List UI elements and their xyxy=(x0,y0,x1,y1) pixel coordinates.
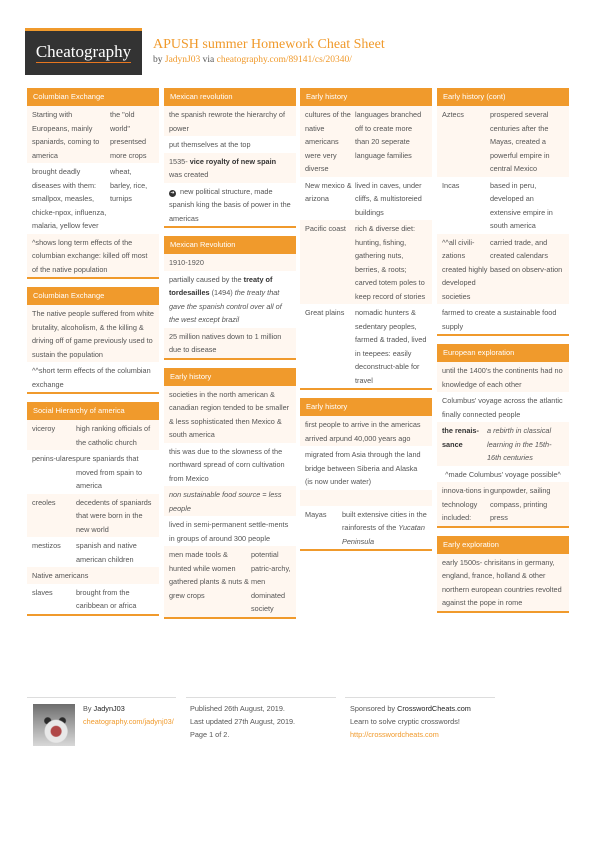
row-value: the "old world" presentsed more crops xyxy=(110,110,147,160)
table-row xyxy=(27,420,159,450)
via-label: via xyxy=(202,55,215,65)
row-key: penins-ulares xyxy=(32,454,76,463)
row-bold-text: vice royalty of new spain xyxy=(189,156,277,166)
section-mexican-revolution-1 xyxy=(164,88,296,228)
section-early-history-3 xyxy=(300,398,432,551)
section-columbian-exchange-2 xyxy=(27,287,159,394)
section-early-exploration xyxy=(437,536,569,613)
author-name[interactable]: JadynJ03 xyxy=(93,704,125,713)
section-title: Mexican revolution xyxy=(164,88,296,106)
section-title: Early history (cont) xyxy=(437,88,569,106)
table-row: societies in the north american & canadian region tended to be smaller & less sophisticated then Mexico & south america xyxy=(164,386,296,443)
author-link[interactable]: JadynJ03 xyxy=(164,55,201,65)
row-key: Incas xyxy=(442,180,460,190)
row-value: languages branched off to create more than 20 seperate language families xyxy=(355,110,422,160)
table-row xyxy=(437,234,569,305)
table-row xyxy=(300,106,432,177)
table-row: The native people suffered from white brutality, alcoholism, & the killing & driving off of game previously used to sustain the population xyxy=(27,305,159,362)
row-key: viceroy xyxy=(32,424,56,433)
row-value: based in peru, developed an extensive empire in south america xyxy=(490,180,553,230)
section-title: Mexican Revolution xyxy=(164,236,296,254)
row-text: new political structure, made spanish king the basis of power in the americas xyxy=(169,186,291,223)
row-key: innova-tions in technology included: xyxy=(442,486,490,522)
row-key: New mexico & arizona xyxy=(305,180,352,203)
table-row: first people to arrive in the americas arrived arpund 40,000 years ago xyxy=(300,416,432,446)
table-row xyxy=(300,220,432,304)
row-italic-text: the treaty that gave the spanish control over all of the west except brazil xyxy=(169,288,282,324)
table-row xyxy=(164,546,296,617)
table-row xyxy=(437,422,569,466)
row-value: rich & diverse diet: hunting, fishing, gathering nuts, berries, & roots; carved totem poles to keep record of stories xyxy=(355,224,426,301)
table-row xyxy=(27,106,159,163)
row-value: a rebirth in classical learning in the 15th-16th centuries xyxy=(487,426,552,462)
table-row xyxy=(27,494,159,538)
published-date: Published 26th August, 2019. xyxy=(190,704,285,713)
row-key: the renais-sance xyxy=(442,426,479,449)
row-key: slaves xyxy=(32,587,53,597)
sheet-url-link[interactable]: cheatography.com/89141/cs/20340/ xyxy=(216,55,352,65)
row-text: (1494) xyxy=(209,288,235,297)
table-row xyxy=(437,106,569,177)
row-text: built extensive cities in the rainforests of the xyxy=(342,509,427,532)
table-row: early 1500s- chrisitans in germany, england, france, holland & other northern european countries revolted against the pope in rome xyxy=(437,554,569,611)
table-row xyxy=(164,271,296,328)
row-value: prospered several centuries after the Mayas, created a powerful empire in central Mexico xyxy=(490,110,550,173)
row-key: creoles xyxy=(32,497,56,507)
section-title: Early history xyxy=(164,368,296,386)
section-title: Early history xyxy=(300,398,432,416)
table-row xyxy=(164,183,296,227)
row-bold-text: treaty of tordesailles xyxy=(169,274,273,297)
row-value: wheat, barley, rice, turnips xyxy=(110,167,148,203)
footer-divider xyxy=(345,697,495,698)
sponsor-tagline: Learn to solve cryptic crosswords! xyxy=(350,717,460,726)
table-row: this was due to the slowness of the northward spread of corn cultivation from Mexico xyxy=(169,446,285,483)
row-value: spanish and native american children xyxy=(76,541,137,564)
table-row xyxy=(300,506,432,550)
row-value: gunpowder, sailing compass, printing press xyxy=(490,486,551,522)
section-title: European exploration xyxy=(437,344,569,362)
section-title: Columbian Exchange xyxy=(27,287,159,305)
section-title: Social Hierarchy of america xyxy=(27,402,159,420)
row-key: men made tools & hunted while women gathered plants & nuts & grew crops xyxy=(169,550,249,600)
section-title: Early history xyxy=(300,88,432,106)
footer-sponsor xyxy=(350,702,471,741)
row-key: cultures of the native americans were very diverse xyxy=(305,110,351,173)
row-value: nomadic hunters & sedentary peoples, farmed & traded, lived in teepees: easily deconstruct-able for travel xyxy=(355,308,427,385)
footer-dates xyxy=(190,702,295,741)
by-label: by xyxy=(153,55,163,65)
section-columbian-exchange-1 xyxy=(27,88,159,279)
author-profile-link[interactable]: cheatography.com/jadynj03/ xyxy=(83,717,174,726)
row-key: ^^all civili-zations created highly developed societies xyxy=(442,237,488,301)
column-4 xyxy=(437,88,569,621)
section-early-history-1 xyxy=(164,368,296,619)
column-1 xyxy=(27,88,159,624)
row-key: Starting with Europeans, mainly spaniards, coming to america xyxy=(32,110,100,160)
table-row: 1910-1920 xyxy=(164,254,296,271)
author-avatar[interactable] xyxy=(33,704,75,746)
table-row: 25 million natives down to 1 million due to disease xyxy=(164,328,296,358)
section-early-history-cont xyxy=(437,88,569,336)
table-row: lived in semi-permanent settle-ments in groups of around 300 people xyxy=(169,520,289,543)
column-3 xyxy=(300,88,432,559)
row-key: mestizos xyxy=(32,541,61,550)
table-row: until the 1400's the continents had no knowledge of each other xyxy=(437,362,569,392)
row-text: 1535- xyxy=(169,156,190,166)
row-key: Great plains xyxy=(305,308,345,317)
table-row xyxy=(300,304,432,388)
title-block xyxy=(153,37,385,67)
sponsor-name[interactable]: CrosswordCheats.com xyxy=(397,704,471,713)
row-value: carried trade, and created calendars based on observ-ation xyxy=(490,237,563,274)
table-row xyxy=(27,537,159,567)
table-row xyxy=(27,163,159,234)
sheet-byline xyxy=(153,53,385,67)
author-line xyxy=(83,702,174,715)
table-row: Columbus' voyage across the atlantic finally connected people xyxy=(442,396,563,419)
table-row xyxy=(300,177,432,221)
section-mexican-revolution-2 xyxy=(164,236,296,360)
footer-divider xyxy=(186,697,336,698)
cheatography-logo[interactable] xyxy=(25,28,142,75)
table-row xyxy=(437,482,569,526)
row-key: Pacific coast xyxy=(305,224,346,233)
table-row: migrated from Asia through the land bridge between Siberia and Alaska (is now under water) xyxy=(305,450,421,486)
table-row: ^made Columbus' voyage possible^ xyxy=(445,469,561,479)
table-row: ^shows long term effects of the columbian exchange: killed off most of the native population xyxy=(27,234,159,278)
section-title: Early exploration xyxy=(437,536,569,554)
sponsor-line xyxy=(350,702,471,715)
table-row: farmed to create a sustainable food supply xyxy=(442,308,557,331)
row-value: brought from the caribbean or africa xyxy=(76,587,137,610)
table-row: Native americans xyxy=(27,567,159,584)
section-early-history-2 xyxy=(300,88,432,390)
footer-author xyxy=(83,702,174,728)
row-value: lived in caves, under cliffs, & multistoreied buildings xyxy=(355,180,422,217)
section-title: Columbian Exchange xyxy=(27,88,159,106)
row-key: Mayas xyxy=(305,509,327,519)
footer-divider xyxy=(27,697,176,698)
sponsor-label: Sponsored by xyxy=(350,704,396,713)
updated-date: Last updated 27th August, 2019. xyxy=(190,717,296,726)
by-label: By xyxy=(83,704,92,713)
row-value: high ranking officials of the catholic church xyxy=(76,424,151,447)
sheet-title: APUSH summer Homework Cheat Sheet xyxy=(153,37,385,52)
row-value xyxy=(342,508,427,549)
row-value: potential patric-archy, men dominated society xyxy=(251,550,291,613)
table-row xyxy=(27,450,159,494)
section-social-hierarchy xyxy=(27,402,159,616)
row-italic-text: Yucatan Peninsula xyxy=(342,523,425,546)
column-2 xyxy=(164,88,296,627)
table-row: put themselves at the top xyxy=(169,140,251,149)
sponsor-link[interactable]: http://crosswordcheats.com xyxy=(350,730,439,739)
logo-text: Cheatography xyxy=(35,42,132,61)
header xyxy=(25,28,575,76)
circled-arrow-icon: ➜ xyxy=(170,189,175,196)
row-value: decedents of spaniards that were born in the new world xyxy=(76,497,152,534)
table-row: ^^short term effects of the columbian exchange xyxy=(32,366,151,389)
page-number: Page 1 of 2. xyxy=(190,730,230,739)
table-row: non sustainable food source = less people xyxy=(164,486,296,516)
empty-row xyxy=(300,490,432,506)
table-row xyxy=(164,153,296,183)
row-key: brought deadly diseases with them: smallpox, measles, chicke-npox, influenza, malaria, yellow fever xyxy=(32,167,107,230)
table-row xyxy=(437,177,569,234)
row-text: was created xyxy=(169,170,209,179)
row-text: partially caused by the xyxy=(169,274,244,284)
row-key: Aztecs xyxy=(442,110,464,119)
table-row xyxy=(27,584,159,614)
table-row: the spanish rewrote the hierarchy of power xyxy=(164,106,296,136)
row-value: pure spaniards that moved from spain to america xyxy=(76,454,143,490)
section-european-exploration xyxy=(437,344,569,528)
